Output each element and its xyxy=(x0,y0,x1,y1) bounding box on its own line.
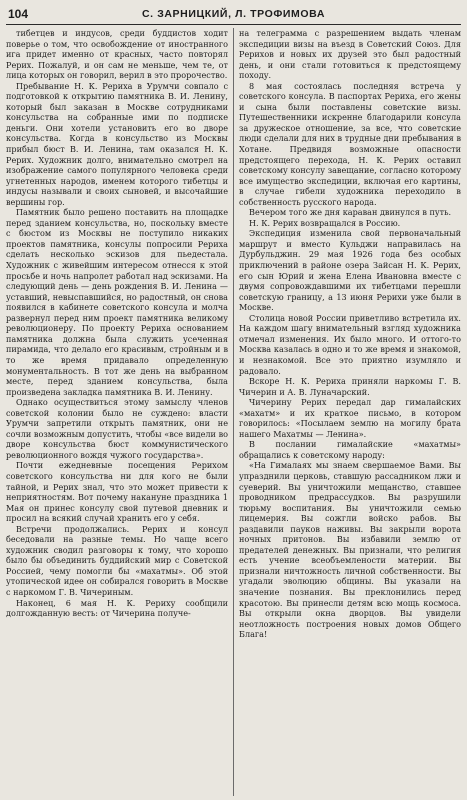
paragraph: Встречи продолжались. Рерих и консул беседовали на разные темы. Но чаще всего художник сводил разговоры к тому, что хорошо было бы объединить буддийский мир с Советской Россией, чему помогли бы «махатмы». Об этой утопической идее он собирался говорить в Москве с наркомом Г. В. Чичериным. xyxy=(6,523,228,597)
paragraph: тибетцев и индусов, среди буддистов ходит поверье о том, что освобождение от иностранного ига придет именно от красных, часто повторял Рерих. Пожалуй, и он сам не меньше, чем те, от лица которых он говорил, верил в это пророчество. xyxy=(6,28,228,81)
paragraph: Н. К. Рерих возвращался в Россию. xyxy=(249,217,401,228)
quote-paragraph: «На Гималаях мы знаем свершаемое Вами. Вы упразднили церковь, ставшую рассадником лжи и суеверий. Вы уничтожили мещанство, ставшее проводником предрассудков. Вы разрушили тюрьму воспитания. Вы уничтожили семью лицемерия. Вы сожгли войско рабов. Вы раздавили пауков наживы. Вы закрыли ворота ночных притонов. Вы избавили землю от предателей денежных. Вы признали, что религия есть учение всеобъемлености материи. Вы признали ничтожность личной собственности. Вы угадали эволюцию общины. Вы указали на значение познания. Вы преклонились перед красотою. Вы принесли детям всю мощь космоса. Вы открыли окна дворцов. Вы увидели неотложность построения новых домов Общего Блага! xyxy=(239,460,461,640)
paragraph: на телеграмма с разрешением выдать членам экспедиции визы на въезд в Советский Союз. Для Рерихов и новых их друзей это был радостный день, и они стали готовиться к предстоящему походу. xyxy=(239,28,461,81)
paragraph: Вечером того же дня караван двинулся в путь. xyxy=(249,207,452,218)
paragraph: Чичерину Рерих передал дар гималайских «махатм» и их краткое письмо, в котором говорилось: «Посылаем землю на могилу брата нашего Махатмы — Ленина». xyxy=(239,397,461,439)
column-divider xyxy=(233,28,234,796)
left-column xyxy=(6,28,228,796)
paragraph: 8 мая состоялась последняя встреча у советского консула. В паспортах Рериха, его жены и сына были поставлены советские визы. Путешественники искренне благодарили консула за дружеское отношение, за все, что советские люди сделали для них в трудные дни пребывания в Хотане. Предвидя возможные опасности предстоящего перехода, Н. К. Рерих оставил советскому консулу завещание, согласно которому все имущество экспедиции, включая его картины, в случае гибели художника переходило в собственность русского народа. xyxy=(239,80,461,207)
right-column xyxy=(239,28,461,796)
paragraph: Вскоре Н. К. Рериха приняли наркомы Г. В. Чичерин и А. В. Луначарский. xyxy=(239,376,461,397)
page-number: 104 xyxy=(8,7,29,21)
paragraph: Однако осуществиться этому замыслу членов советской колонии было не суждено: власти Урумчи запретили открыть памятник, они не сочли возможным допустить, чтобы «все видели во дворе консульства бюст коммунистического революционного вождя чужого государства». xyxy=(6,397,228,460)
text-columns xyxy=(6,28,461,796)
paragraph: В послании гималайские «махатмы» обращались к советскому народу: xyxy=(239,439,461,460)
paragraph: Экспедиция изменила свой первоначальный маршрут и вместо Кульджи направилась на Дурбульджин. 29 мая 1926 года без особых приключений в районе озера Зайсан Н. К. Рерих, его сын Юрий и жена Елена Ивановна вместе с двумя сопровождавшими их тибетцами перешли советскую границу, а 13 июня Рерихи уже были в Москве. xyxy=(239,228,461,313)
running-head: С. ЗАРНИЦКИЙ, Л. ТРОФИМОВА xyxy=(141,8,326,20)
page-header xyxy=(6,6,461,25)
paragraph: Пребывание Н. К. Рериха в Урумчи совпало с подготовкой к открытию памятника В. И. Ленину, который был заказан в Москве сотрудниками консульства на собранные ими по подписке деньги. Они хотели установить его во дворе консульства. Когда в консульство из Москвы прибыл бюст В. И. Ленина, там оказался Н. К. Рерих. Художник долго, внимательно смотрел на изображение самого популярного человека среди угнетенных народов, именем которого тибетцы и индусы называли и своих сыновей, и высочайшие вершины гор. xyxy=(6,80,228,207)
paragraph: Наконец, 6 мая Н. К. Рериху сообщили долгожданную весть: от Чичерина получе- xyxy=(6,597,228,619)
paragraph: Памятник было решено поставить на площадке перед зданием консульства, но, поскольку вместе с бюстом из Москвы не поступило никаких проектов памятника, консулы попросили Рериха сделать несколько эскизов для пьедестала. Художник с живейшим интересом отнесся к этой просьбе и ночь напролет работал над эскизами. На следующий день — день рождения В. И. Ленина — уставший, невыспавшийся, но радостный, он снова появился в кабинете советского консула и молча развернул перед ним проект памятника великому революционеру. По проекту Рериха основанием памятника должна была служить усеченная пирамида, что делало его красивым, стройным и в то же время придавало определенную монументальность. В тот же день на выбранном месте, перед зданием консульства, была произведена закладка памятника В. И. Ленину. xyxy=(6,207,228,397)
paragraph: Столица новой России приветливо встретила их. На каждом шагу внимательный взгляд художника отмечал изменения. Их было много. И оттого-то Москва казалась в одно и то же время и знакомой, и незнакомой. Все это приятно изумляло и радовало. xyxy=(239,312,461,376)
paragraph: Почти ежедневные посещения Рерихом советского консульства ни для кого не были тайной, и Рерих знал, что это может привести к неприятностям. Вот почему накануне праздника 1 Мая он принес консулу свой путевой дневник и просил на всякий случай хранить его у себя. xyxy=(6,460,228,524)
